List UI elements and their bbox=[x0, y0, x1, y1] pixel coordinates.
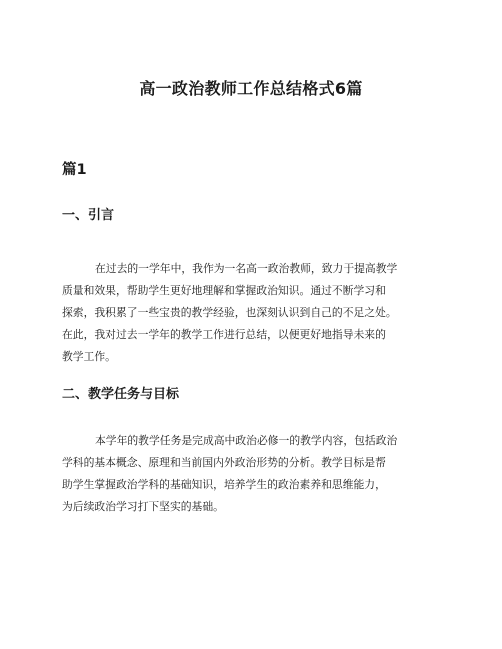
paragraph-line: 探索，我积累了一些宝贵的教学经验，也深刻认识到自己的不足之处。 bbox=[62, 306, 397, 319]
document-title: 高一政治教师工作总结格式6篇 bbox=[139, 79, 363, 98]
paragraph-line: 在此，我对过去一学年的教学工作进行总结，以便更好地指导未来的 bbox=[62, 328, 386, 341]
section-heading-introduction: 一、引言 bbox=[62, 208, 115, 223]
paragraph-line: 教学工作。 bbox=[62, 350, 116, 363]
paragraph-line: 为后续政治学习打下坚实的基础。 bbox=[62, 500, 224, 513]
section-paragraph-tasks-goals bbox=[62, 430, 442, 518]
section-paragraph-introduction bbox=[62, 258, 442, 368]
paragraph-line: 助学生掌握政治学科的基础知识，培养学生的政治素养和思维能力， bbox=[62, 478, 386, 491]
paragraph-line: 在过去的一学年中，我作为一名高一政治教师，致力于提高教学 bbox=[95, 262, 398, 275]
paragraph-line: 学科的基本概念、原理和当前国内外政治形势的分析。教学目标是帮 bbox=[62, 456, 386, 469]
part-heading: 篇1 bbox=[62, 162, 87, 178]
paragraph-line: 质量和效果，帮助学生更好地理解和掌握政治知识。通过不断学习和 bbox=[62, 284, 386, 297]
paragraph-line: 本学年的教学任务是完成高中政治必修一的教学内容，包括政治 bbox=[95, 434, 398, 447]
section-heading-tasks-goals: 二、教学任务与目标 bbox=[62, 387, 180, 402]
